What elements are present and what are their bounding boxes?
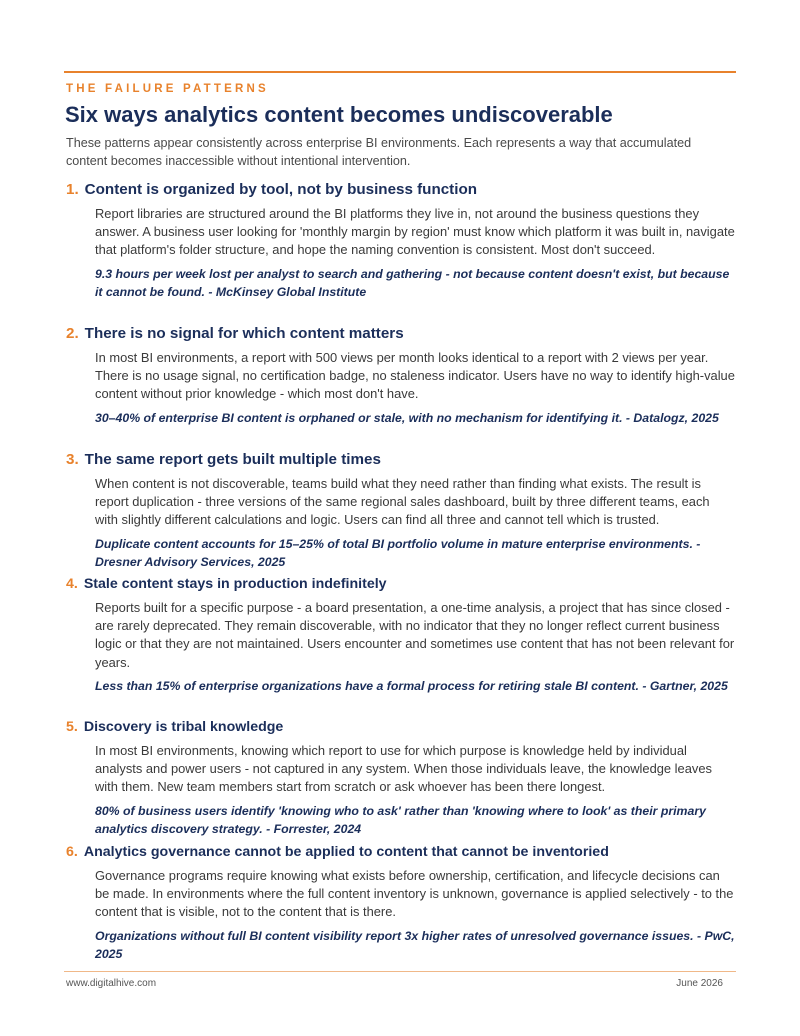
footer-date: June 2026 <box>676 978 723 989</box>
pattern-stat: 9.3 hours per week lost per analyst to search and gathering - not because content doesn't exist, but because it cannot be found. - McKinsey Global Institute <box>95 266 730 299</box>
pattern-2 <box>66 325 736 427</box>
pattern-heading <box>66 451 736 468</box>
pattern-number: 6. <box>66 844 78 860</box>
pattern-number: 5. <box>66 719 78 735</box>
page-title: Six ways analytics content becomes undiscoverable <box>65 102 613 127</box>
pattern-heading <box>66 576 736 592</box>
footer-divider <box>64 971 736 972</box>
pattern-stat: 30–40% of enterprise BI content is orphaned or stale, with no mechanism for identifying it. - Datalogz, 2025 <box>95 410 719 425</box>
pattern-body: Governance programs require knowing what exists before ownership, certification, and lifecycle decisions can be made. In environments where the full content inventory is unknown, governance is applied selectively - to the content that is visible, not to the content that is there. <box>95 868 734 920</box>
pattern-title: Stale content stays in production indefinitely <box>83 576 387 592</box>
pattern-heading <box>66 181 736 198</box>
pattern-heading <box>66 719 736 735</box>
pattern-stat: Duplicate content accounts for 15–25% of total BI portfolio volume in mature enterprise environments. - Dresner Advisory Services, 2025 <box>95 536 701 569</box>
pattern-title: Analytics governance cannot be applied to content that cannot be inventoried <box>83 844 609 860</box>
intro-paragraph: These patterns appear consistently across enterprise BI environments. Each represents a way that accumulated content becomes inaccessible without intentional intervention. <box>66 136 692 168</box>
pattern-body: Reports built for a specific purpose - a board presentation, a one-time analysis, a project that has since closed - are rarely deprecated. They remain discoverable, with no indicator that they no longer reflect current business logic or that they are not maintained. Users encounter and sometimes use content that has not been relevant for years. <box>95 600 735 670</box>
pattern-6 <box>66 844 736 963</box>
top-divider <box>64 71 736 73</box>
pattern-number: 1. <box>66 181 79 198</box>
pattern-body: Report libraries are structured around the BI platforms they live in, not around the business questions they answer. A business user looking for 'monthly margin by region' must know which platform it was built in, navigate that platform's folder structure, and hope the naming convention is consistent. Most don't succeed. <box>95 206 735 258</box>
footer-website: www.digitalhive.com <box>66 978 157 989</box>
pattern-number: 3. <box>66 451 79 468</box>
pattern-body: In most BI environments, knowing which report to use for which purpose is knowledge held by individual analysts and power users - not captured in any system. When those individuals leave, the knowledge leaves with them. New team members start from scratch or ask whoever has been there longest. <box>95 743 712 795</box>
pattern-title: Content is organized by tool, not by business function <box>84 181 478 198</box>
pattern-5 <box>66 719 736 838</box>
pattern-number: 4. <box>66 576 78 592</box>
pattern-stat: Less than 15% of enterprise organizations have a formal process for retiring stale BI content. - Gartner, 2025 <box>95 678 728 693</box>
section-eyebrow: THE FAILURE PATTERNS <box>66 83 269 95</box>
pattern-title: The same report gets built multiple times <box>84 451 381 468</box>
pattern-heading <box>66 844 736 860</box>
pattern-title: Discovery is tribal knowledge <box>83 719 284 735</box>
pattern-stat: 80% of business users identify 'knowing who to ask' rather than 'knowing where to look' as their primary analytics discovery strategy. - Forrester, 2024 <box>95 803 706 836</box>
pattern-body: When content is not discoverable, teams build what they need rather than finding what exists. The result is report duplication - three versions of the same regional sales dashboard, built by three different teams, each with slightly different calculations and logic. Users can find all three and cannot tell which is trusted. <box>95 476 710 528</box>
pattern-3 <box>66 451 736 571</box>
pattern-number: 2. <box>66 325 79 342</box>
pattern-heading <box>66 325 736 342</box>
pattern-body: In most BI environments, a report with 500 views per month looks identical to a report with 2 views per year. There is no usage signal, no certification badge, no staleness indicator. Users have no way to identify high-value content without prior knowledge - which most don't have. <box>95 350 735 402</box>
pattern-stat: Organizations without full BI content visibility report 3x higher rates of unresolved governance issues. - PwC, 2025 <box>95 928 735 961</box>
pattern-4 <box>66 576 736 695</box>
pattern-1 <box>66 181 736 301</box>
pattern-title: There is no signal for which content matters <box>84 325 404 342</box>
